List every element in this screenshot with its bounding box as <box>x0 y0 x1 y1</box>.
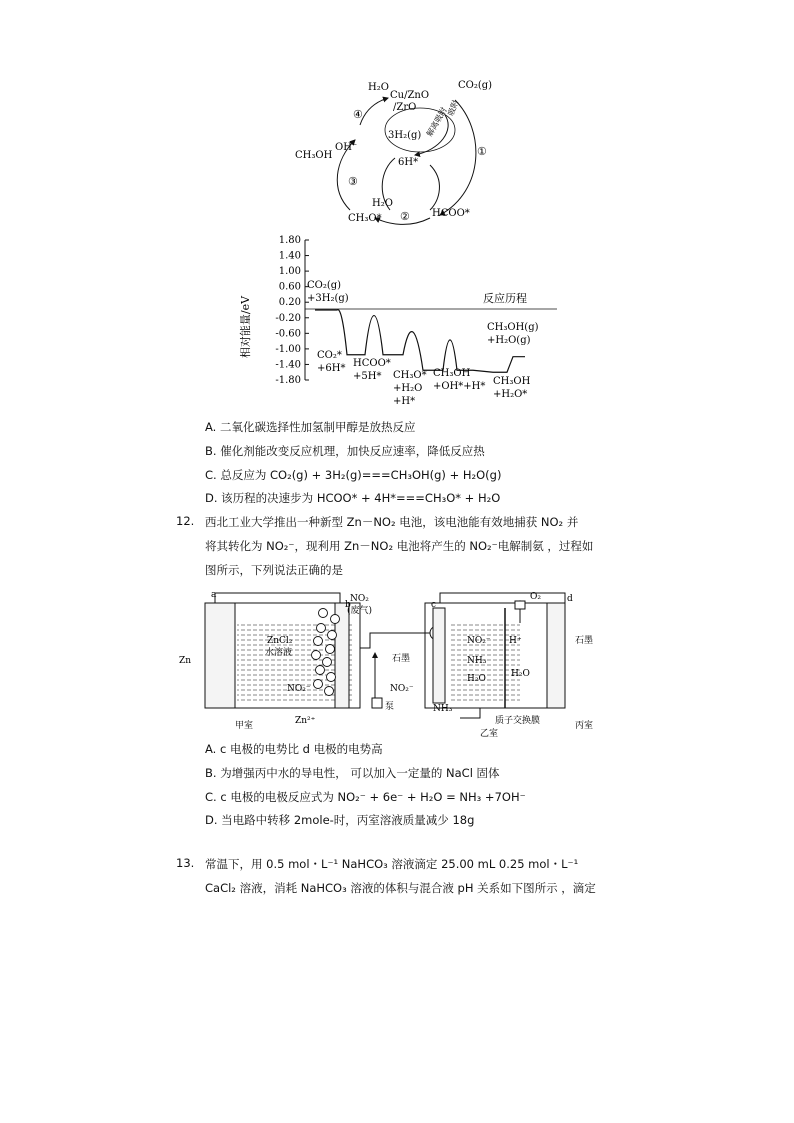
cell-graphite-right: 石墨 <box>575 636 594 646</box>
q12-option-a[interactable]: A. c 电极的电势比 d 电极的电势高 <box>205 742 383 756</box>
q13-number: 13. <box>176 856 195 870</box>
cycle-step-2: ② <box>400 210 410 223</box>
q12-option-d[interactable]: D. 当电路中转移 2mole-时，丙室溶液质量减少 18g <box>205 813 475 827</box>
cell-no3: NO₂⁻ <box>467 636 491 646</box>
q11-option-b[interactable]: B. 催化剂能改变反应机理，加快反应速率，降低反应热 <box>205 444 485 458</box>
state-label: CH₃OH(g) <box>487 322 539 333</box>
cell-zn2: Zn²⁺ <box>295 716 316 726</box>
state-label: +H₂O(g) <box>487 335 531 346</box>
reaction-cycle-diagram <box>280 70 520 230</box>
state-label: +5H* <box>353 371 382 382</box>
y-tick-label: -1.40 <box>275 359 301 371</box>
state-label: +6H* <box>317 363 346 374</box>
cell-nh3: NH₃ <box>467 656 487 666</box>
q12-option-c[interactable]: C. c 电极的电极反应式为 NO₂⁻ + 6e⁻ + H₂O = NH₃ +7OH⁻ <box>205 790 526 804</box>
state-label: +H₂O <box>393 383 423 394</box>
y-tick-label: 0.60 <box>278 281 301 293</box>
cell-o2: O₂ <box>530 592 541 602</box>
cell-nh3-out: NH₃ <box>433 704 453 714</box>
state-label: +3H₂(g) <box>307 293 349 304</box>
cycle-step-1: ① <box>477 145 487 158</box>
cycle-catalyst-2: /ZrO <box>393 102 417 113</box>
cell-waste: (废气) <box>347 606 373 616</box>
cell-label-d: d <box>567 594 573 604</box>
cell-no2minus-out: NO₂⁻ <box>390 684 414 694</box>
y-tick-label: 0.20 <box>278 297 301 309</box>
state-label: +H* <box>393 396 416 407</box>
y-tick-label: 1.00 <box>278 266 301 278</box>
state-label: HCOO* <box>353 358 391 369</box>
cell-no2minus: NO₂⁻ <box>287 684 311 694</box>
energy-xlabel: 反应历程 <box>483 292 527 305</box>
cell-no2: NO₂ <box>350 594 369 604</box>
cell-h2o: H₂O <box>467 674 486 684</box>
cell-membrane: 质子交换膜 <box>495 716 541 726</box>
q12-line-3: 图所示，下列说法正确的是 <box>205 563 343 577</box>
cell-solution: 水溶液 <box>265 648 293 658</box>
y-tick-label: 1.80 <box>278 235 301 246</box>
cell-label-c: c <box>431 600 437 610</box>
cell-label-a: a <box>211 590 217 600</box>
cell-hplus: H⁺ <box>509 636 522 646</box>
cycle-hcoo: HCOO* <box>432 208 470 219</box>
state-label: CH₃OH <box>433 368 471 379</box>
cycle-ch3o: CH₃O* <box>348 213 382 224</box>
cell-zncl2: ZnCl₂ <box>267 636 293 646</box>
cycle-h2o: H₂O <box>368 82 389 93</box>
state-label: CO₂(g) <box>307 280 342 291</box>
y-tick-label: -1.80 <box>275 375 301 386</box>
energy-profile-chart <box>235 232 565 417</box>
cycle-catalyst-1: Cu/ZnO <box>390 90 430 101</box>
q11-option-c[interactable]: C. 总反应为 CO₂(g) + 3H₂(g)===CH₃OH(g) + H₂O(g) <box>205 468 502 482</box>
cycle-co2g: CO₂(g) <box>458 80 493 91</box>
cell-room-a: 甲室 <box>235 721 254 731</box>
state-label: CH₃OH <box>493 376 531 387</box>
state-label: CH₃O* <box>393 370 427 381</box>
y-tick-label: -1.00 <box>275 343 301 355</box>
energy-ylabel: 相对能量/eV <box>239 295 252 359</box>
q13-line-1: 常温下，用 0.5 mol・L⁻¹ NaHCO₃ 溶液滴定 25.00 mL 0.25 mol・L⁻¹ <box>205 857 579 871</box>
state-label: CO₂* <box>317 350 342 361</box>
q12-line-2: 将其转化为 NO₂⁻，现利用 Zn－NO₂ 电池将产生的 NO₂⁻电解制氨 ，过程如 <box>205 539 594 553</box>
cycle-ch3oh: CH₃OH <box>295 150 333 161</box>
cell-zn: Zn <box>179 656 192 666</box>
cell-graphite-left: 石墨 <box>392 654 411 664</box>
q11-option-d[interactable]: D. 该历程的决速步为 HCOO* + 4H*===CH₃O* + H₂O <box>205 491 501 505</box>
q12-option-b[interactable]: B. 为增强丙中水的导电性， 可以加入一定量的 NaCl 固体 <box>205 766 500 780</box>
q12-line-1: 西北工业大学推出一种新型 Zn－NO₂ 电池，该电池能有效地捕获 NO₂ 并 <box>205 515 579 529</box>
cycle-desorb-adsorb: 解离吸附 <box>425 105 449 139</box>
y-tick-label: -0.60 <box>275 328 301 340</box>
cell-room-c: 丙室 <box>575 721 594 731</box>
cycle-step-4: ④ <box>353 108 363 121</box>
state-label: +H₂O* <box>493 389 528 400</box>
cycle-6h: 6H* <box>398 157 419 168</box>
cell-room-b: 乙室 <box>480 729 499 738</box>
cycle-h2g: 3H₂(g) <box>388 130 422 141</box>
cycle-oh: OH⁻ <box>335 142 358 153</box>
electrochemical-cell-diagram <box>175 583 620 738</box>
y-tick-label: 1.40 <box>278 250 301 262</box>
q11-option-a[interactable]: A. 二氧化碳选择性加氢制甲醇是放热反应 <box>205 420 416 434</box>
cell-h2o-right: H₂O <box>511 669 530 679</box>
y-tick-label: -0.20 <box>275 312 301 324</box>
cycle-h2o-small: H₂O <box>372 198 393 209</box>
cycle-adsorb: 吸附 <box>446 98 461 118</box>
q12-number: 12. <box>176 514 195 528</box>
cycle-step-3: ③ <box>348 175 358 188</box>
cell-pump: 泵 <box>385 702 395 712</box>
q13-line-2: CaCl₂ 溶液，消耗 NaHCO₃ 溶液的体积与混合液 pH 关系如下图所示 ，滴定 <box>205 881 596 895</box>
state-label: +OH*+H* <box>433 381 486 392</box>
cell-label-b: b <box>345 600 351 610</box>
